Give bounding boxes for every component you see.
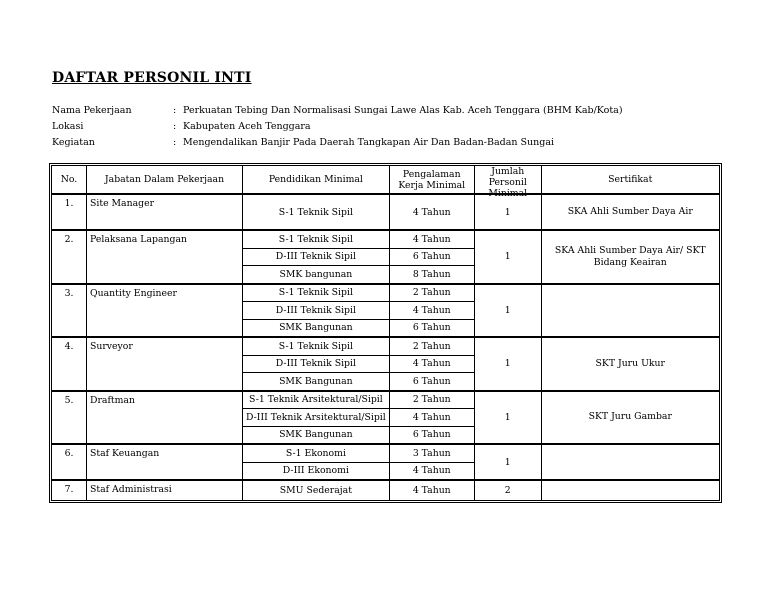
table-row [52, 391, 720, 409]
cell-jumlah: 1 [474, 337, 541, 391]
cell-sertifikat [541, 444, 719, 480]
header-pengalaman-text: Pengalaman Kerja Minimal [398, 168, 466, 191]
cell-pendidikan: SMK Bangunan [243, 426, 390, 444]
header-sertifikat: Sertifikat [541, 166, 719, 195]
info-value: Kabupaten Aceh Tenggara [183, 121, 311, 132]
cell-pengalaman: 6 Tahun [389, 248, 474, 266]
info-label: Lokasi [52, 121, 84, 132]
cell-jumlah: 1 [474, 391, 541, 445]
cell-pendidikan: SMU Sederajat [243, 480, 390, 500]
cell-no: 4. [52, 337, 87, 391]
cell-pendidikan: S-1 Ekonomi [243, 444, 390, 462]
cell-jabatan: Surveyor [87, 337, 243, 391]
cell-jumlah: 2 [474, 480, 541, 500]
header-jumlah-text: Jumlah Personil Minimal [488, 166, 528, 199]
info-row-lokasi [52, 119, 623, 135]
cell-pengalaman: 4 Tahun [389, 462, 474, 480]
cell-no: 3. [52, 284, 87, 338]
header-pendidikan: Pendidikan Minimal [243, 166, 390, 195]
cell-sertifikat [541, 480, 719, 500]
table-row [52, 337, 720, 355]
cell-pendidikan: S-1 Teknik Sipil [243, 284, 390, 302]
cell-jabatan: Quantity Engineer [87, 284, 243, 338]
cell-pendidikan: D-III Teknik Arsitektural/Sipil [243, 409, 390, 427]
cell-pendidikan: S-1 Teknik Sipil [243, 194, 390, 230]
cell-pengalaman: 4 Tahun [389, 355, 474, 373]
info-label: Kegiatan [52, 137, 95, 148]
table-row [52, 230, 720, 248]
cell-pengalaman: 4 Tahun [389, 194, 474, 230]
cell-jabatan: Staf Administrasi [87, 480, 243, 500]
personnel-table [51, 165, 720, 501]
cell-jumlah: 1 [474, 194, 541, 230]
cell-no: 1. [52, 194, 87, 230]
cell-pengalaman: 4 Tahun [389, 480, 474, 500]
page-title: DAFTAR PERSONIL INTI [52, 70, 252, 86]
cell-sertifikat: SKA Ahli Sumber Daya Air [541, 194, 719, 230]
cell-sertifikat: SKT Juru Gambar [541, 391, 719, 445]
info-colon: : [173, 105, 177, 116]
cell-pendidikan: SMK Bangunan [243, 319, 390, 337]
cell-pengalaman: 4 Tahun [389, 409, 474, 427]
cell-pengalaman: 6 Tahun [389, 426, 474, 444]
cell-pengalaman: 4 Tahun [389, 230, 474, 248]
cell-jumlah: 1 [474, 230, 541, 284]
cell-pendidikan: S-1 Teknik Sipil [243, 337, 390, 355]
cell-no: 5. [52, 391, 87, 445]
table-row [52, 480, 720, 500]
info-label: Nama Pekerjaan [52, 105, 132, 116]
cell-pengalaman: 6 Tahun [389, 319, 474, 337]
header-jabatan: Jabatan Dalam Pekerjaan [87, 166, 243, 195]
cell-sertifikat [541, 284, 719, 338]
cell-jabatan: Pelaksana Lapangan [87, 230, 243, 284]
project-info [52, 103, 623, 151]
cell-jabatan: Draftman [87, 391, 243, 445]
cell-no: 7. [52, 480, 87, 500]
cell-no: 2. [52, 230, 87, 284]
table-header-row [52, 166, 720, 195]
cell-pendidikan: S-1 Teknik Arsitektural/Sipil [243, 391, 390, 409]
cell-jumlah: 1 [474, 284, 541, 338]
info-colon: : [173, 137, 177, 148]
cell-pengalaman: 8 Tahun [389, 266, 474, 284]
info-value: Perkuatan Tebing Dan Normalisasi Sungai Lawe Alas Kab. Aceh Tenggara (BHM Kab/Kota) [183, 105, 623, 116]
cell-pendidikan: D-III Teknik Sipil [243, 355, 390, 373]
table-row [52, 284, 720, 302]
cell-pendidikan: D-III Teknik Sipil [243, 302, 390, 320]
cell-pengalaman: 2 Tahun [389, 337, 474, 355]
cell-pendidikan: SMK bangunan [243, 266, 390, 284]
header-no: No. [52, 166, 87, 195]
cell-pengalaman: 4 Tahun [389, 302, 474, 320]
table-row [52, 444, 720, 462]
cell-jumlah: 1 [474, 444, 541, 480]
cell-jabatan: Staf Keuangan [87, 444, 243, 480]
cell-no: 6. [52, 444, 87, 480]
cell-pendidikan: S-1 Teknik Sipil [243, 230, 390, 248]
header-jumlah [474, 166, 541, 199]
cell-pendidikan: D-III Teknik Sipil [243, 248, 390, 266]
cell-pengalaman: 6 Tahun [389, 373, 474, 391]
cell-sertifikat: SKA Ahli Sumber Daya Air/ SKT Bidang Keairan [541, 230, 719, 284]
cell-pendidikan: SMK Bangunan [243, 373, 390, 391]
info-value: Mengendalikan Banjir Pada Daerah Tangkapan Air Dan Badan-Badan Sungai [183, 137, 555, 148]
info-row-nama-pekerjaan [52, 103, 623, 119]
cell-pendidikan: D-III Ekonomi [243, 462, 390, 480]
info-row-kegiatan [52, 135, 623, 151]
personnel-table-frame [49, 163, 722, 503]
cell-jabatan: Site Manager [87, 194, 243, 230]
cell-sertifikat: SKT Juru Ukur [541, 337, 719, 391]
info-colon: : [173, 121, 177, 132]
header-pengalaman [389, 166, 474, 195]
cell-pengalaman: 2 Tahun [389, 284, 474, 302]
cell-pengalaman: 2 Tahun [389, 391, 474, 409]
cell-pengalaman: 3 Tahun [389, 444, 474, 462]
